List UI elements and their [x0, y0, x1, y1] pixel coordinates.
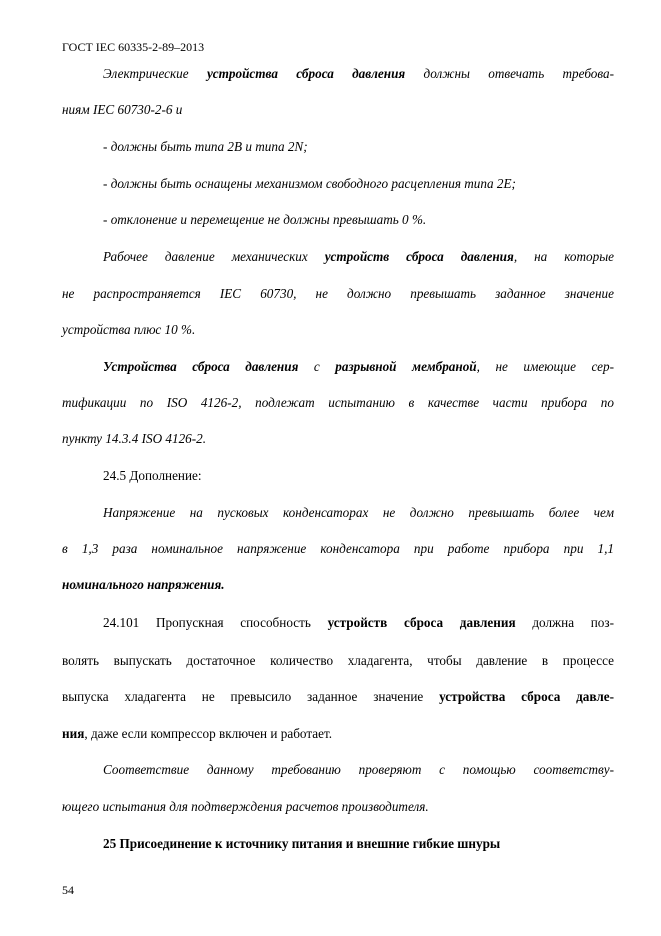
text-run: , не имеющие сер- — [476, 359, 614, 374]
text-run: , на которые — [513, 249, 614, 264]
text-line — [103, 506, 614, 519]
text-line — [62, 287, 614, 300]
bold-term: устройств сброса давления — [327, 615, 516, 630]
text-run: - должны быть типа 2B и типа 2N; — [103, 139, 308, 154]
text-line — [62, 654, 614, 667]
bold-term: Устройства сброса давления — [103, 359, 299, 374]
bold-term: ния — [62, 726, 85, 741]
text-line — [103, 177, 614, 190]
text-line — [62, 396, 614, 409]
text-run: волять выпускать достаточное количество хладагента, чтобы давление в процессе — [62, 653, 614, 668]
bold-term: устройства сброса давления — [206, 66, 406, 81]
text-run: ющего испытания для подтверждения расчетов производителя. — [62, 799, 429, 814]
text-run: в 1,3 раза номинальное напряжение конденсатора при работе прибора при 1,1 — [62, 541, 614, 556]
text-run: , даже если компрессор включен и работает. — [84, 726, 333, 741]
text-line — [103, 250, 614, 263]
text-run: Напряжение на пусковых конденсаторах не должно превышать более чем — [103, 505, 614, 520]
text-run: Рабочее давление механических — [103, 249, 325, 264]
text-line — [62, 690, 614, 703]
text-run: Соответствие данному требованию проверяют с помощью соответству- — [103, 762, 614, 777]
text-run: должны отвечать требова- — [405, 66, 614, 81]
text-run: - должны быть оснащены механизмом свободного расцепления типа 2E; — [103, 176, 516, 191]
text-run: должна поз- — [515, 615, 615, 630]
text-run: Электрические — [103, 66, 207, 81]
bold-term: устройства сброса давле- — [439, 689, 614, 704]
text-line — [62, 323, 614, 336]
text-line — [62, 800, 614, 813]
text-line — [62, 727, 614, 740]
section-heading: 25 Присоединение к источнику питания и внешние гибкие шнуры — [103, 836, 501, 851]
text-line — [103, 213, 614, 226]
bold-term: разрывной мембраной — [335, 359, 477, 374]
text-line — [103, 360, 614, 373]
text-run: устройства плюс 10 %. — [62, 322, 196, 337]
text-run: ниям IEC 60730-2-6 и — [62, 102, 183, 117]
text-line — [103, 140, 614, 153]
document-header: ГОСТ IEC 60335-2-89–2013 — [62, 40, 205, 54]
text-run: - отклонение и перемещение не должны превышать 0 %. — [103, 212, 427, 227]
bold-term: номинального напряжения. — [62, 577, 225, 592]
bold-term: устройств сброса давления — [324, 249, 514, 264]
text-line — [103, 67, 614, 80]
text-run: тификации по ISO 4126-2, подлежат испытанию в качестве части прибора по — [62, 395, 614, 410]
text-run: 24.5 Дополнение: — [103, 468, 202, 483]
text-run: не распространяется IEC 60730, не должно превышать заданное значение — [62, 286, 614, 301]
text-line — [62, 432, 614, 445]
text-line — [62, 578, 614, 591]
text-line — [103, 763, 614, 776]
text-run: выпуска хладагента не превысило заданное значение — [62, 689, 440, 704]
text-line — [62, 103, 614, 116]
text-run: с — [298, 359, 336, 374]
text-line — [103, 616, 614, 629]
text-run: пункту 14.3.4 ISO 4126-2. — [62, 431, 207, 446]
text-run: 24.101 Пропускная способность — [103, 615, 328, 630]
page-number: 54 — [62, 883, 74, 897]
text-line — [62, 542, 614, 555]
text-line — [103, 469, 614, 482]
